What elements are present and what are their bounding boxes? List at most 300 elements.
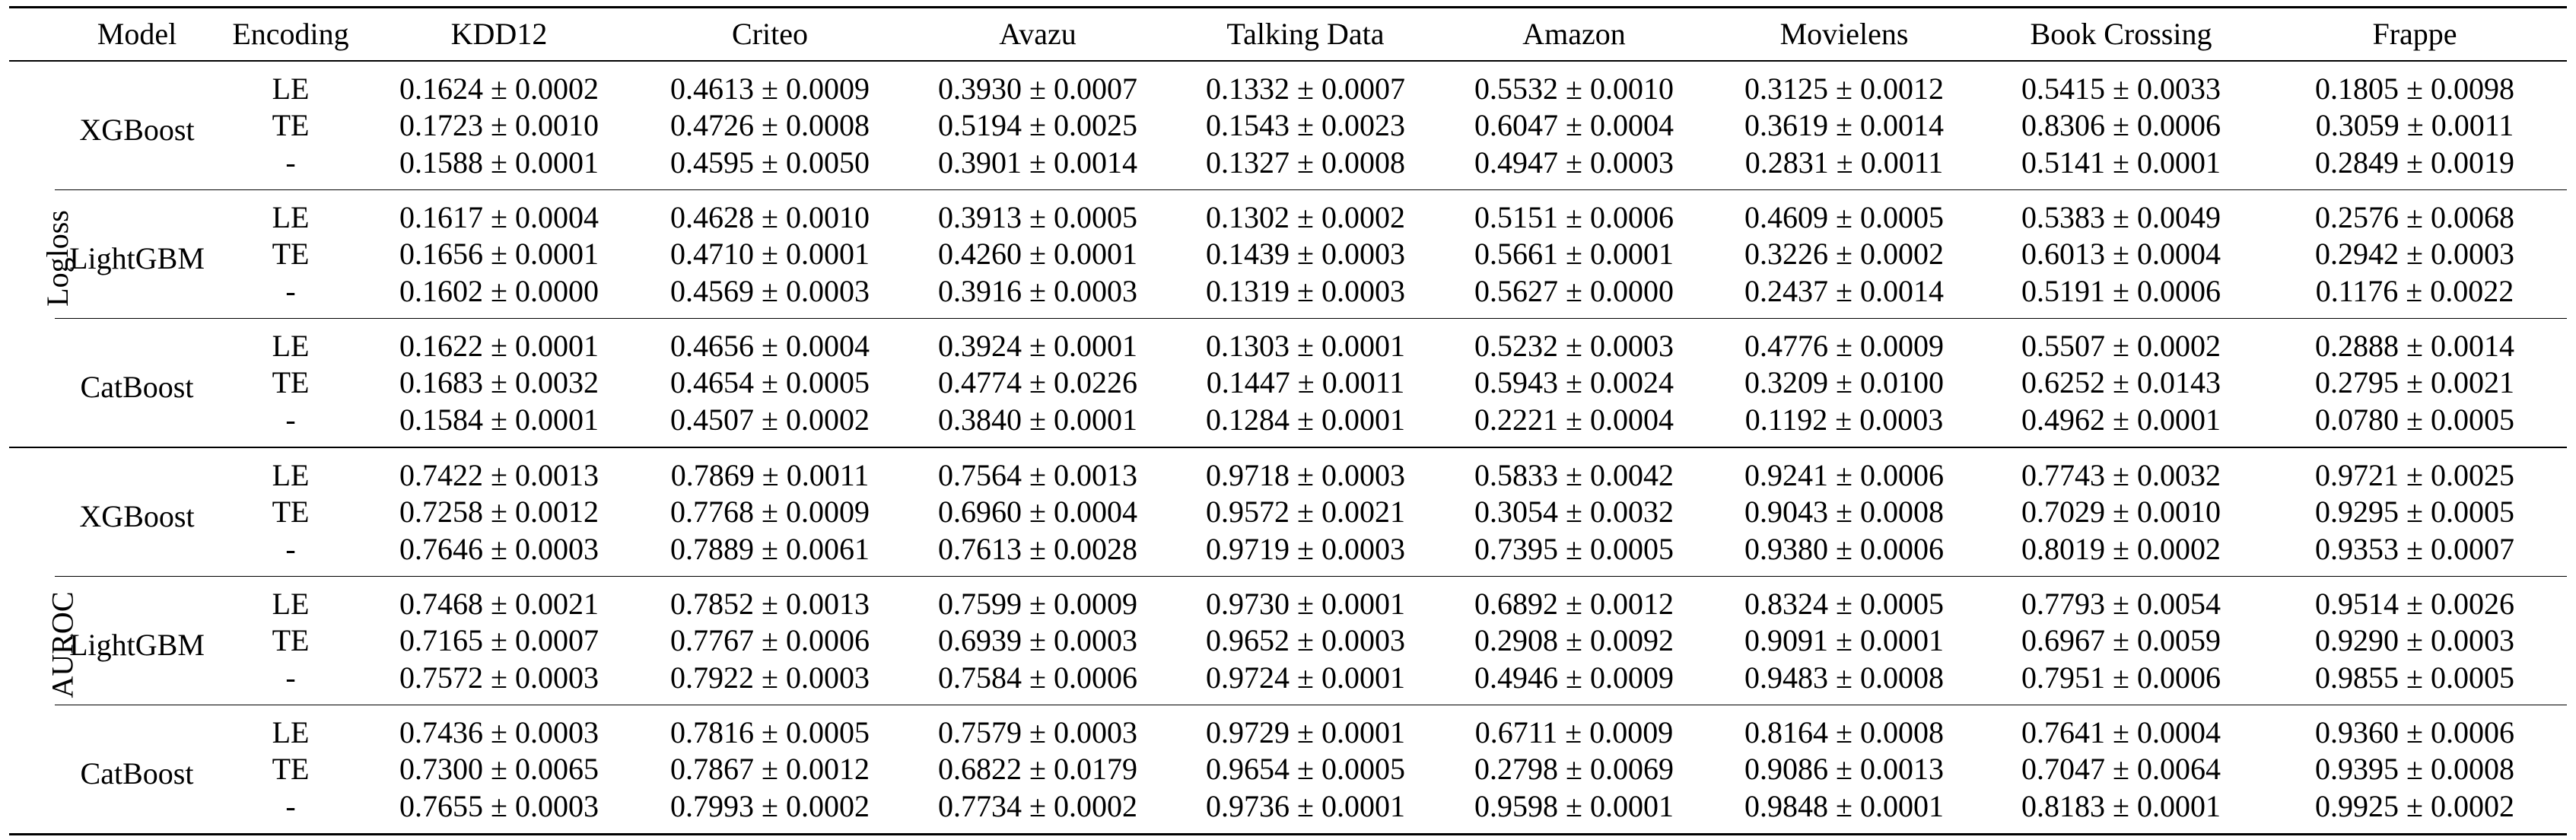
mean-value: 0.1284 [1206, 402, 1290, 437]
value-cell [1172, 61, 1439, 107]
mean-value: 0.9848 [1744, 788, 1829, 823]
plus-minus-symbol: ± [1836, 457, 1852, 492]
mean-value: 0.2849 [2315, 145, 2399, 180]
plus-minus-symbol: ± [1297, 531, 1314, 566]
std-value: 0.0100 [1859, 365, 1944, 399]
std-value: 0.0002 [2136, 328, 2221, 363]
mean-value: 0.8183 [2021, 788, 2106, 823]
std-value: 0.0003 [1321, 457, 1405, 492]
plus-minus-symbol: ± [491, 145, 507, 180]
model-name: CatBoost [55, 705, 219, 834]
std-value: 0.0007 [2430, 531, 2514, 566]
std-value: 0.0010 [785, 199, 870, 234]
std-value: 0.0001 [1321, 714, 1405, 749]
mean-value: 0.9718 [1206, 457, 1290, 492]
header-kdd12: KDD12 [450, 17, 548, 52]
value-cell [1709, 273, 1980, 319]
plus-minus-symbol: ± [1836, 495, 1852, 529]
mean-value: 0.1447 [1206, 365, 1290, 399]
std-value: 0.0054 [2136, 586, 2221, 621]
mean-value: 0.7468 [399, 586, 484, 621]
value-cell [1172, 576, 1439, 622]
plus-minus-symbol: ± [2113, 237, 2129, 271]
std-value: 0.0008 [785, 108, 870, 142]
value-cell [904, 145, 1172, 190]
mean-value: 0.9241 [1744, 457, 1829, 492]
mean-value: 0.2888 [2315, 328, 2399, 363]
value-cell [1172, 273, 1439, 319]
std-value: 0.0092 [1589, 623, 1674, 657]
mean-value: 0.9572 [1206, 495, 1290, 529]
std-value: 0.0001 [514, 237, 599, 271]
std-value: 0.0014 [1053, 145, 1137, 180]
model-name: XGBoost [55, 447, 219, 577]
std-value: 0.0003 [514, 714, 599, 749]
value-cell [1439, 61, 1709, 107]
value-cell [636, 235, 904, 273]
encoding-cell: - [285, 531, 296, 566]
value-cell [904, 61, 1172, 107]
header-movielens: Movielens [1779, 17, 1909, 52]
encoding-cell: TE [272, 108, 310, 142]
std-value: 0.0004 [2136, 714, 2221, 749]
value-cell [636, 189, 904, 235]
std-value: 0.0012 [1859, 71, 1944, 106]
plus-minus-symbol: ± [1297, 752, 1314, 786]
std-value: 0.0001 [1053, 328, 1137, 363]
mean-value: 0.5661 [1474, 237, 1559, 271]
value-cell [1172, 364, 1439, 402]
value-cell [904, 660, 1172, 705]
value-cell [1439, 318, 1709, 364]
table-row [9, 493, 2567, 531]
mean-value: 0.6939 [938, 623, 1022, 657]
encoding-cell: - [285, 273, 296, 308]
value-cell [1980, 660, 2263, 705]
mean-value: 0.1332 [1206, 71, 1290, 106]
plus-minus-symbol: ± [762, 237, 778, 271]
std-value: 0.0028 [1053, 531, 1137, 566]
mean-value: 0.9855 [2315, 660, 2399, 695]
value-cell [1980, 750, 2263, 788]
mean-value: 0.9724 [1206, 660, 1290, 695]
value-cell [1439, 447, 1709, 493]
value-cell [362, 189, 636, 235]
value-cell [904, 273, 1172, 319]
value-cell [1980, 576, 2263, 622]
mean-value: 0.5383 [2021, 199, 2106, 234]
std-value: 0.0011 [786, 457, 870, 492]
std-value: 0.0008 [1321, 145, 1405, 180]
value-cell [362, 622, 636, 660]
std-value: 0.0005 [1859, 199, 1944, 234]
std-value: 0.0143 [2136, 365, 2221, 399]
table-row [9, 705, 2567, 750]
value-cell [2263, 189, 2567, 235]
value-cell [362, 402, 636, 447]
std-value: 0.0098 [2430, 71, 2514, 106]
mean-value: 0.4654 [670, 365, 755, 399]
plus-minus-symbol: ± [1836, 660, 1852, 695]
std-value: 0.0003 [1859, 402, 1944, 437]
value-cell [1439, 788, 1709, 835]
table-row [9, 235, 2567, 273]
plus-minus-symbol: ± [2406, 273, 2423, 308]
encoding-cell: LE [219, 705, 362, 750]
mean-value: 0.4609 [1744, 199, 1829, 234]
encoding-cell: LE [219, 189, 362, 235]
mean-value: 0.6960 [938, 495, 1022, 529]
std-value: 0.0003 [1589, 145, 1674, 180]
value-cell [2263, 402, 2567, 447]
std-value: 0.0011 [1860, 145, 1944, 180]
value-cell [1980, 107, 2263, 145]
plus-minus-symbol: ± [491, 788, 507, 823]
value-cell [1172, 189, 1439, 235]
plus-minus-symbol: ± [491, 457, 507, 492]
value-cell [362, 273, 636, 319]
mean-value: 0.6252 [2021, 365, 2106, 399]
std-value: 0.0001 [2136, 145, 2221, 180]
plus-minus-symbol: ± [2113, 788, 2129, 823]
mean-value: 0.7564 [938, 457, 1022, 492]
std-value: 0.0009 [1589, 660, 1674, 695]
mean-value: 0.9091 [1744, 623, 1829, 657]
mean-value: 0.1319 [1206, 273, 1290, 308]
mean-value: 0.9295 [2315, 495, 2399, 529]
table-row [9, 576, 2567, 622]
plus-minus-symbol: ± [762, 495, 778, 529]
value-cell [1439, 273, 1709, 319]
encoding-cell: LE [219, 447, 362, 493]
std-value: 0.0013 [514, 457, 599, 492]
table-row [9, 273, 2567, 319]
plus-minus-symbol: ± [1297, 623, 1314, 657]
metric-label [9, 61, 75, 447]
value-cell [362, 705, 636, 750]
std-value: 0.0001 [1321, 586, 1405, 621]
value-cell [1439, 576, 1709, 622]
mean-value: 0.6967 [2021, 623, 2106, 657]
value-cell [636, 447, 904, 493]
plus-minus-symbol: ± [1297, 365, 1315, 399]
plus-minus-symbol: ± [1029, 71, 1046, 106]
plus-minus-symbol: ± [2113, 714, 2129, 749]
std-value: 0.0006 [1053, 660, 1137, 695]
value-cell [904, 107, 1172, 145]
std-value: 0.0005 [1859, 586, 1944, 621]
mean-value: 0.9719 [1206, 531, 1290, 566]
metric-label-text: Logloss [40, 210, 75, 307]
value-cell [636, 622, 904, 660]
std-value: 0.0005 [2430, 402, 2514, 437]
mean-value: 0.4507 [670, 402, 755, 437]
std-value: 0.0021 [2430, 365, 2514, 399]
mean-value: 0.5232 [1474, 328, 1559, 363]
std-value: 0.0002 [514, 71, 599, 106]
mean-value: 0.9360 [2315, 714, 2399, 749]
plus-minus-symbol: ± [1029, 199, 1046, 234]
std-value: 0.0003 [1321, 531, 1405, 566]
std-value: 0.0004 [1053, 495, 1137, 529]
plus-minus-symbol: ± [2406, 788, 2423, 823]
header-frappe: Frappe [2372, 17, 2457, 52]
table-row [9, 189, 2567, 235]
plus-minus-symbol: ± [2406, 495, 2423, 529]
mean-value: 0.8019 [2021, 531, 2106, 566]
mean-value: 0.7599 [938, 586, 1022, 621]
value-cell [636, 788, 904, 835]
encoding-cell: - [285, 145, 296, 180]
encoding-cell: LE [219, 318, 362, 364]
value-cell [2263, 145, 2567, 190]
std-value: 0.0009 [785, 71, 870, 106]
value-cell [1172, 660, 1439, 705]
value-cell [1709, 189, 1980, 235]
std-value: 0.0005 [785, 365, 870, 399]
value-cell [2263, 107, 2567, 145]
mean-value: 0.4710 [670, 237, 755, 271]
plus-minus-symbol: ± [2113, 273, 2129, 308]
plus-minus-symbol: ± [1836, 714, 1852, 749]
value-cell [1980, 145, 2263, 190]
mean-value: 0.3619 [1744, 108, 1829, 142]
model-name: XGBoost [79, 113, 195, 147]
value-cell [1709, 660, 1980, 705]
value-cell [1709, 235, 1980, 273]
mean-value: 0.4947 [1474, 145, 1559, 180]
header-model: Model [97, 17, 177, 52]
mean-value: 0.1439 [1206, 237, 1290, 271]
plus-minus-symbol: ± [1566, 273, 1582, 308]
mean-value: 0.2437 [1744, 273, 1829, 308]
plus-minus-symbol: ± [762, 752, 778, 786]
value-cell [1709, 107, 1980, 145]
plus-minus-symbol: ± [1029, 660, 1046, 695]
std-value: 0.0006 [2136, 660, 2221, 695]
encoding-cell: - [285, 660, 296, 695]
plus-minus-symbol: ± [491, 402, 507, 437]
plus-minus-symbol: ± [2406, 714, 2423, 749]
mean-value: 0.7436 [399, 714, 484, 749]
value-cell [362, 788, 636, 835]
plus-minus-symbol: ± [762, 586, 778, 621]
value-cell [904, 493, 1172, 531]
value-cell [904, 447, 1172, 493]
plus-minus-symbol: ± [491, 714, 507, 749]
value-cell [1172, 235, 1439, 273]
std-value: 0.0064 [2136, 752, 2221, 786]
value-cell [1172, 402, 1439, 447]
value-cell [1172, 705, 1439, 750]
value-cell [1439, 622, 1709, 660]
value-cell [2263, 705, 2567, 750]
plus-minus-symbol: ± [2406, 586, 2423, 621]
value-cell [1709, 622, 1980, 660]
std-value: 0.0008 [2430, 752, 2514, 786]
plus-minus-symbol: ± [762, 273, 778, 308]
mean-value: 0.3924 [938, 328, 1022, 363]
table-row [9, 788, 2567, 835]
plus-minus-symbol: ± [491, 623, 507, 657]
std-value: 0.0001 [785, 237, 870, 271]
encoding-cell: TE [272, 623, 310, 657]
encoding-cell: TE [272, 495, 310, 529]
plus-minus-symbol: ± [762, 145, 778, 180]
std-value: 0.0001 [1859, 623, 1944, 657]
mean-value: 0.9654 [1206, 752, 1290, 786]
mean-value: 0.7922 [670, 660, 755, 695]
mean-value: 0.7767 [670, 623, 755, 657]
mean-value: 0.7047 [2021, 752, 2106, 786]
plus-minus-symbol: ± [1297, 145, 1314, 180]
value-cell [2263, 273, 2567, 319]
value-cell [362, 107, 636, 145]
value-cell [2263, 364, 2567, 402]
encoding-cell: - [285, 402, 296, 437]
plus-minus-symbol: ± [2406, 531, 2423, 566]
mean-value: 0.1656 [399, 237, 484, 271]
mean-value: 0.7852 [670, 586, 755, 621]
mean-value: 0.7422 [399, 457, 484, 492]
mean-value: 0.3916 [938, 273, 1022, 308]
mean-value: 0.5943 [1474, 365, 1559, 399]
std-value: 0.0005 [785, 714, 870, 749]
plus-minus-symbol: ± [1297, 495, 1314, 529]
plus-minus-symbol: ± [1297, 660, 1314, 695]
std-value: 0.0003 [785, 273, 870, 308]
plus-minus-symbol: ± [2406, 365, 2423, 399]
plus-minus-symbol: ± [1029, 623, 1046, 657]
encoding-cell: LE [272, 71, 310, 106]
plus-minus-symbol: ± [2113, 145, 2129, 180]
std-value: 0.0004 [1589, 402, 1674, 437]
value-cell [1980, 273, 2263, 319]
std-value: 0.0001 [514, 145, 599, 180]
value-cell [1980, 61, 2263, 107]
header-avazu: Avazu [999, 17, 1077, 52]
mean-value: 0.4774 [938, 365, 1022, 399]
value-cell [904, 318, 1172, 364]
mean-value: 0.4726 [670, 108, 755, 142]
value-cell [362, 750, 636, 788]
plus-minus-symbol: ± [1029, 531, 1046, 566]
std-value: 0.0001 [514, 328, 599, 363]
mean-value: 0.9925 [2315, 788, 2399, 823]
value-cell [636, 61, 904, 107]
value-cell [1439, 402, 1709, 447]
std-value: 0.0005 [1589, 531, 1674, 566]
value-cell [904, 750, 1172, 788]
value-cell [1439, 107, 1709, 145]
std-value: 0.0003 [1321, 623, 1405, 657]
std-value: 0.0179 [1053, 752, 1137, 786]
mean-value: 0.9483 [1744, 660, 1829, 695]
std-value: 0.0001 [1321, 328, 1405, 363]
metric-label-text: AUROC [45, 591, 80, 698]
mean-value: 0.4613 [670, 71, 755, 106]
value-cell [636, 273, 904, 319]
plus-minus-symbol: ± [1029, 365, 1046, 399]
plus-minus-symbol: ± [491, 199, 507, 234]
value-cell [1980, 622, 2263, 660]
value-cell [362, 576, 636, 622]
plus-minus-symbol: ± [2113, 495, 2129, 529]
value-cell [1172, 447, 1439, 493]
mean-value: 0.1602 [399, 273, 484, 308]
plus-minus-symbol: ± [1836, 531, 1852, 566]
value-cell [636, 750, 904, 788]
value-cell [1172, 788, 1439, 835]
plus-minus-symbol: ± [491, 660, 507, 695]
value-cell [1709, 145, 1980, 190]
value-cell [636, 705, 904, 750]
table-row [9, 622, 2567, 660]
value-cell [636, 402, 904, 447]
plus-minus-symbol: ± [2406, 457, 2423, 492]
mean-value: 0.1192 [1744, 402, 1828, 437]
mean-value: 0.3901 [938, 145, 1022, 180]
mean-value: 0.1327 [1206, 145, 1290, 180]
mean-value: 0.9729 [1206, 714, 1290, 749]
plus-minus-symbol: ± [1297, 788, 1314, 823]
plus-minus-symbol: ± [2406, 623, 2423, 657]
std-value: 0.0005 [1321, 752, 1405, 786]
table-row [9, 61, 2567, 107]
mean-value: 0.9353 [2315, 531, 2399, 566]
header-encoding: Encoding [232, 17, 349, 52]
value-cell [904, 622, 1172, 660]
std-value: 0.0007 [1321, 71, 1405, 106]
mean-value: 0.2798 [1474, 752, 1559, 786]
mean-value: 0.8164 [1744, 714, 1829, 749]
value-cell [1980, 531, 2263, 577]
value-cell [1172, 318, 1439, 364]
plus-minus-symbol: ± [1029, 586, 1046, 621]
mean-value: 0.5194 [938, 108, 1022, 142]
mean-value: 0.7869 [670, 457, 755, 492]
mean-value: 0.7816 [670, 714, 755, 749]
value-cell [1980, 235, 2263, 273]
plus-minus-symbol: ± [2113, 328, 2129, 363]
mean-value: 0.7029 [2021, 495, 2106, 529]
plus-minus-symbol: ± [1029, 273, 1046, 308]
plus-minus-symbol: ± [762, 660, 778, 695]
plus-minus-symbol: ± [1566, 199, 1582, 234]
std-value: 0.0000 [1589, 273, 1674, 308]
value-cell [2263, 318, 2567, 364]
std-value: 0.0002 [785, 788, 870, 823]
std-value: 0.0001 [1859, 788, 1944, 823]
std-value: 0.0050 [785, 145, 870, 180]
mean-value: 0.4776 [1744, 328, 1829, 363]
value-cell [1172, 493, 1439, 531]
value-cell [1980, 189, 2263, 235]
std-value: 0.0006 [1859, 531, 1944, 566]
std-value: 0.0059 [2136, 623, 2221, 657]
plus-minus-symbol: ± [1297, 402, 1314, 437]
model-name: LightGBM [55, 576, 219, 705]
plus-minus-symbol: ± [762, 365, 778, 399]
mean-value: 0.7889 [670, 531, 755, 566]
mean-value: 0.7579 [938, 714, 1022, 749]
std-value: 0.0002 [2136, 531, 2221, 566]
value-cell [362, 493, 636, 531]
mean-value: 0.7641 [2021, 714, 2106, 749]
std-value: 0.0025 [2430, 457, 2514, 492]
std-value: 0.0011 [1321, 365, 1405, 399]
plus-minus-symbol: ± [1029, 752, 1046, 786]
